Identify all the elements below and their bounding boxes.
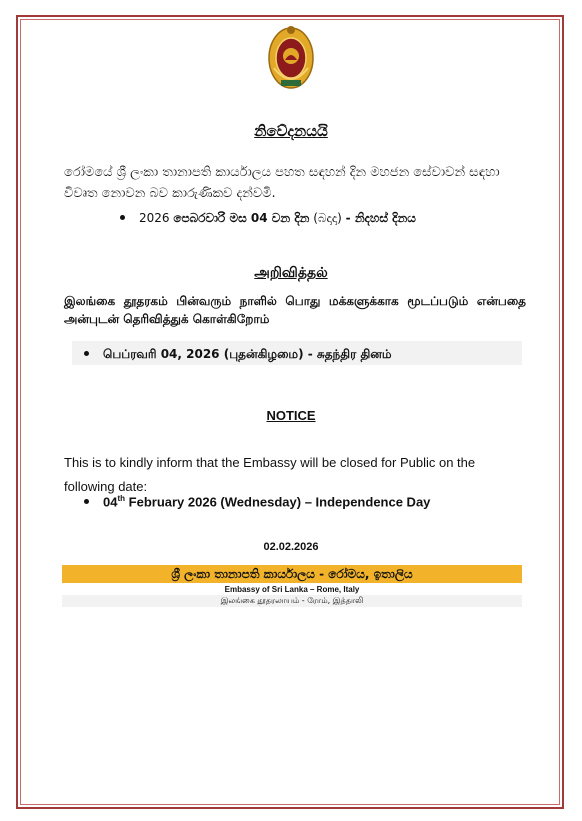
english-paragraph: This is to kindly inform that the Embassy will be closed for Public on the following date: bbox=[64, 455, 476, 494]
sinhala-bullet-suffix: - නිදහස් දිනය bbox=[345, 211, 416, 225]
english-bullet-day: 04 bbox=[103, 494, 118, 510]
sinhala-bullet-prefix: 2026 bbox=[139, 211, 174, 225]
sri-lanka-emblem-icon bbox=[266, 22, 316, 94]
english-bullet-sup: th bbox=[117, 494, 126, 503]
sinhala-bullet-mid: (බදාදා) bbox=[309, 211, 346, 225]
tamil-paragraph: இலங்கை தூதரகம் பின்வரும் நாளில் பொது மக்களுக்காக மூடப்படும் என்பதை அன்புடன் தெரிவித்துக் கொள்கிறோம் bbox=[64, 294, 526, 326]
footer-sinhala: ශ්‍රී ලංකා තානාපති කාර්යාලය - රෝමය, ඉතාලිය bbox=[171, 567, 413, 581]
bullet-dot bbox=[120, 215, 125, 220]
sinhala-heading: නිවේදනයයි bbox=[254, 122, 328, 140]
english-bullet bbox=[84, 494, 430, 509]
sinhala-bullet bbox=[120, 211, 416, 226]
english-heading: NOTICE bbox=[266, 408, 316, 423]
tamil-heading: அறிவித்தல் bbox=[254, 265, 328, 281]
sinhala-paragraph: රෝමයේ ශ්‍රී ලංකා තානාපති කාර්යාලය පහත සඳහන් දින මහජන සේවාවන් සඳහා විවෘත නොවන බව කාරුණිකව දන්වමි. bbox=[64, 165, 500, 201]
tamil-bullet-text: பெப்ரவரி 04, 2026 (புதன்கிழமை) - சுதந்திர தினம் bbox=[103, 347, 392, 361]
sinhala-bullet-bold: පෙබරවාරි මස 04 වන දින bbox=[173, 211, 310, 225]
bullet-dot bbox=[84, 351, 89, 356]
english-bullet-rest: February 2026 (Wednesday) – Independence Day bbox=[125, 494, 431, 510]
footer-english: Embassy of Sri Lanka – Rome, Italy bbox=[224, 585, 360, 594]
bullet-dot bbox=[84, 499, 89, 504]
tamil-bullet bbox=[84, 347, 392, 363]
notice-date: 02.02.2026 bbox=[263, 541, 319, 553]
footer-tamil: இலங்கை தூதரலாயம் - ரோம், இத்தாலி bbox=[220, 596, 364, 605]
